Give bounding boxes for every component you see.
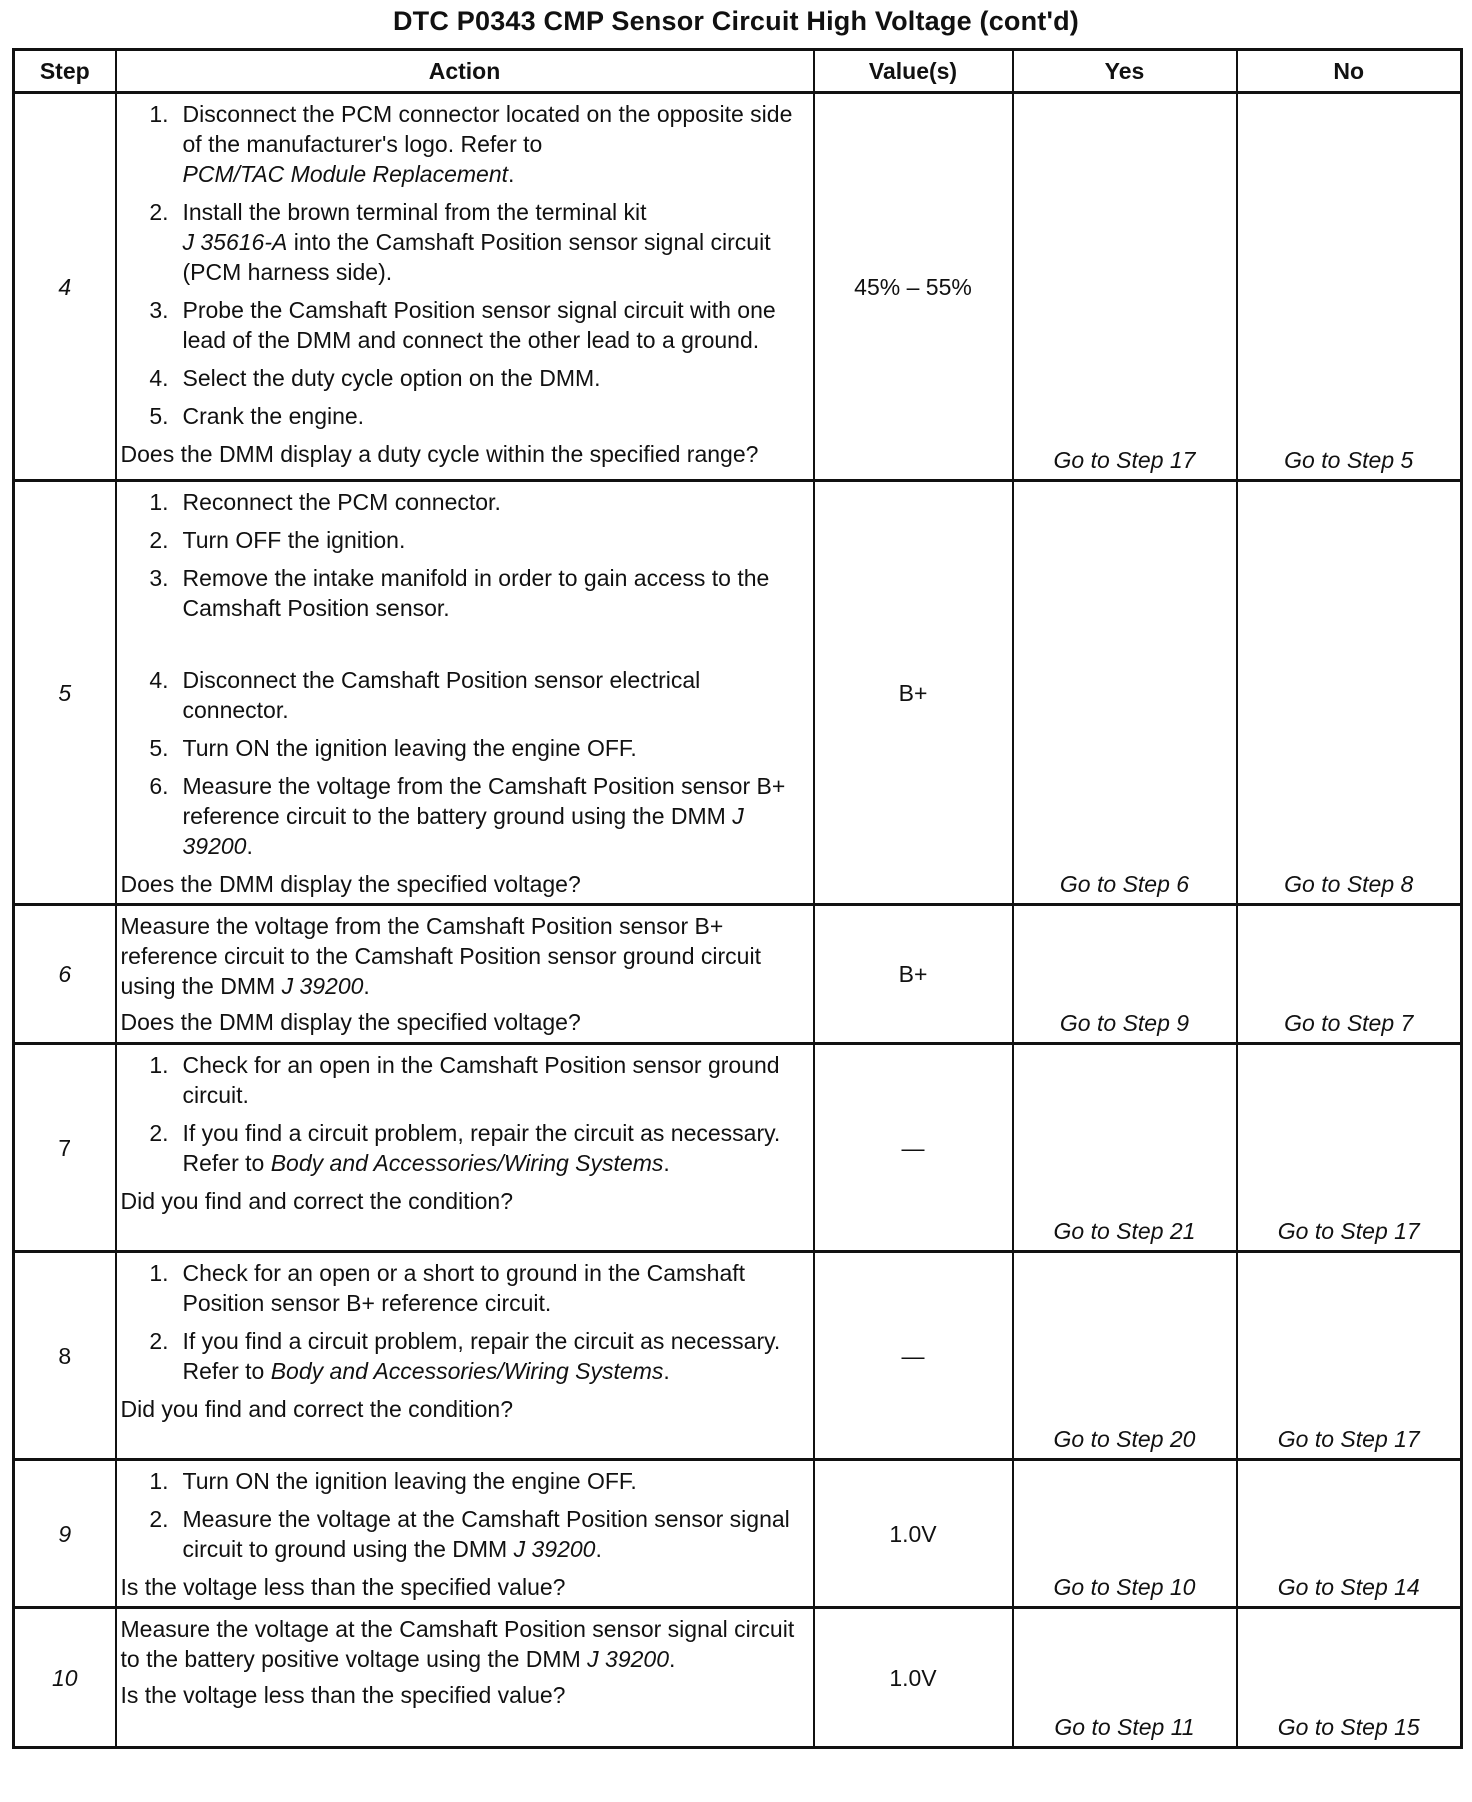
value-cell: — [814,1252,1013,1460]
action-item [121,363,803,393]
punct: . [669,1646,676,1672]
tool-reference: J 35616-A [182,229,288,255]
value-cell: B+ [814,481,1013,905]
table-row-step-4 [14,93,1462,481]
action-item [121,771,803,861]
punct: . [595,1536,602,1562]
action-item [121,1326,803,1386]
action-item-text: Turn ON the ignition leaving the engine OFF. [182,735,637,761]
action-item [121,563,803,623]
action-paragraph [121,1614,803,1674]
action-question: Did you find and correct the condition? [120,1396,514,1422]
action-item-number: 6. [149,773,169,799]
action-item-text: If you find a circuit problem, repair the circuit as necessary. Refer to [182,1120,781,1176]
yes-cell[interactable]: Go to Step 21 [1013,1044,1237,1252]
value-cell: — [814,1044,1013,1252]
action-item-text: If you find a circuit problem, repair the circuit as necessary. Refer to [182,1328,781,1384]
tool-reference: J 39200 [513,1536,596,1562]
action-item-number: 5. [149,403,169,429]
no-cell[interactable]: Go to Step 17 [1237,1252,1462,1460]
dtc-table [12,48,1463,1749]
step-number: 7 [14,1044,116,1252]
action-item [121,1504,803,1564]
action-item [121,733,803,763]
action-item-text: Install the brown terminal from the terminal kit [182,199,647,225]
action-item-text: Disconnect the Camshaft Position sensor electrical connector. [182,667,701,723]
action-question: Did you find and correct the condition? [120,1188,514,1214]
action-item [121,1466,803,1496]
action-cell [116,93,814,481]
reference-link[interactable]: PCM/TAC Module Replacement [182,161,509,187]
action-item [121,401,803,431]
action-item-text: Probe the Camshaft Position sensor signal circuit with one lead of the DMM and connect the other lead to a ground. [182,297,776,353]
action-item-text: Reconnect the PCM connector. [182,489,501,515]
action-item [121,99,803,189]
action-item-text: Remove the intake manifold in order to gain access to the Camshaft Position sensor. [182,565,770,621]
action-item-number: 3. [149,565,169,591]
action-paragraph [121,911,803,1001]
action-item-text: Crank the engine. [182,403,365,429]
header-action: Action [116,50,814,93]
tool-reference: J 39200 [587,1646,669,1672]
action-item-number: 1. [149,1052,169,1078]
yes-cell[interactable]: Go to Step 17 [1013,93,1237,481]
table-row-step-6 [14,905,1462,1044]
action-cell [116,1044,814,1252]
action-item [121,295,803,355]
table-row-step-9 [14,1460,1462,1608]
spacer [121,631,803,665]
table-row-step-7 [14,1044,1462,1252]
header-step: Step [14,50,116,93]
action-item-text: Measure the voltage at the Camshaft Position sensor signal circuit to ground using the DMM [182,1506,790,1562]
punct: . [508,161,515,187]
action-item-text: Disconnect the PCM connector located on the opposite side of the manufacturer's logo. Refer to [182,101,793,157]
action-cell [116,481,814,905]
action-item-text: Measure the voltage from the Camshaft Position sensor B+ reference circuit to the battery ground using the DMM [182,773,786,829]
action-text: Measure the voltage from the Camshaft Position sensor B+ reference circuit to the Camshaft Position sensor ground circuit using the DMM [120,913,761,999]
action-item [121,1050,803,1110]
header-row [14,50,1462,93]
step-number: 6 [14,905,116,1044]
action-item-number: 2. [149,527,169,553]
action-item-text: into the Camshaft Position sensor signal circuit (PCM harness side). [182,229,771,285]
punct: . [663,1358,670,1384]
action-item-number: 1. [149,1468,169,1494]
action-cell [116,1608,814,1748]
action-item-text: Select the duty cycle option on the DMM. [182,365,601,391]
step-number: 10 [14,1608,116,1748]
no-cell[interactable]: Go to Step 14 [1237,1460,1462,1608]
action-item [121,1118,803,1178]
action-item [121,1258,803,1318]
action-item [121,197,803,287]
header-no: No [1237,50,1462,93]
action-item-number: 3. [149,297,169,323]
action-question: Is the voltage less than the specified value? [120,1682,566,1708]
action-item-text: Turn OFF the ignition. [182,527,406,553]
yes-cell[interactable]: Go to Step 11 [1013,1608,1237,1748]
action-item-number: 5. [149,735,169,761]
yes-cell[interactable]: Go to Step 10 [1013,1460,1237,1608]
action-item-text: Check for an open or a short to ground in the Camshaft Position sensor B+ reference circuit. [182,1260,746,1316]
action-item-number: 1. [149,1260,169,1286]
action-text: Measure the voltage at the Camshaft Position sensor signal circuit to the battery positive voltage using the DMM [120,1616,795,1672]
value-cell: B+ [814,905,1013,1044]
header-values: Value(s) [814,50,1013,93]
page-title: DTC P0343 CMP Sensor Circuit High Voltage (cont'd) [392,6,1079,36]
action-question: Does the DMM display the specified voltage? [120,1009,581,1035]
action-item-number: 4. [149,365,169,391]
no-cell[interactable]: Go to Step 5 [1237,93,1462,481]
value-cell: 1.0V [814,1608,1013,1748]
action-item-number: 2. [149,1506,169,1532]
action-item-number: 1. [149,101,169,127]
yes-cell[interactable]: Go to Step 6 [1013,481,1237,905]
yes-cell[interactable]: Go to Step 20 [1013,1252,1237,1460]
action-item-number: 2. [149,1120,169,1146]
yes-cell[interactable]: Go to Step 9 [1013,905,1237,1044]
no-cell[interactable]: Go to Step 17 [1237,1044,1462,1252]
action-item-number: 1. [149,489,169,515]
table-row-step-5 [14,481,1462,905]
action-item-number: 2. [149,1328,169,1354]
reference-link[interactable]: Body and Accessories/Wiring Systems [270,1358,664,1384]
action-cell [116,905,814,1044]
tool-reference: J 39200 [281,973,364,999]
reference-link[interactable]: Body and Accessories/Wiring Systems [270,1150,664,1176]
action-item-text: Check for an open in the Camshaft Position sensor ground circuit. [182,1052,780,1108]
action-cell [116,1252,814,1460]
value-cell: 1.0V [814,1460,1013,1608]
table-row-step-10 [14,1608,1462,1748]
punct: . [663,1150,670,1176]
action-item [121,487,803,517]
action-question: Does the DMM display the specified voltage? [120,871,581,897]
step-number: 8 [14,1252,116,1460]
table-row-step-8 [14,1252,1462,1460]
action-item [121,665,803,725]
punct: . [246,833,253,859]
action-cell [116,1460,814,1608]
step-number: 9 [14,1460,116,1608]
action-item-text: Turn ON the ignition leaving the engine OFF. [182,1468,637,1494]
no-cell[interactable]: Go to Step 15 [1237,1608,1462,1748]
header-yes: Yes [1013,50,1237,93]
step-number: 5 [14,481,116,905]
action-item-number: 2. [149,199,169,225]
no-cell[interactable]: Go to Step 7 [1237,905,1462,1044]
value-cell: 45% – 55% [814,93,1013,481]
action-question: Does the DMM display a duty cycle within the specified range? [120,441,759,467]
tool-reference: J 39200 [182,803,744,859]
no-cell[interactable]: Go to Step 8 [1237,481,1462,905]
action-item [121,525,803,555]
punct: . [363,973,370,999]
action-item-number: 4. [149,667,169,693]
action-question: Is the voltage less than the specified value? [120,1574,566,1600]
step-number: 4 [14,93,116,481]
